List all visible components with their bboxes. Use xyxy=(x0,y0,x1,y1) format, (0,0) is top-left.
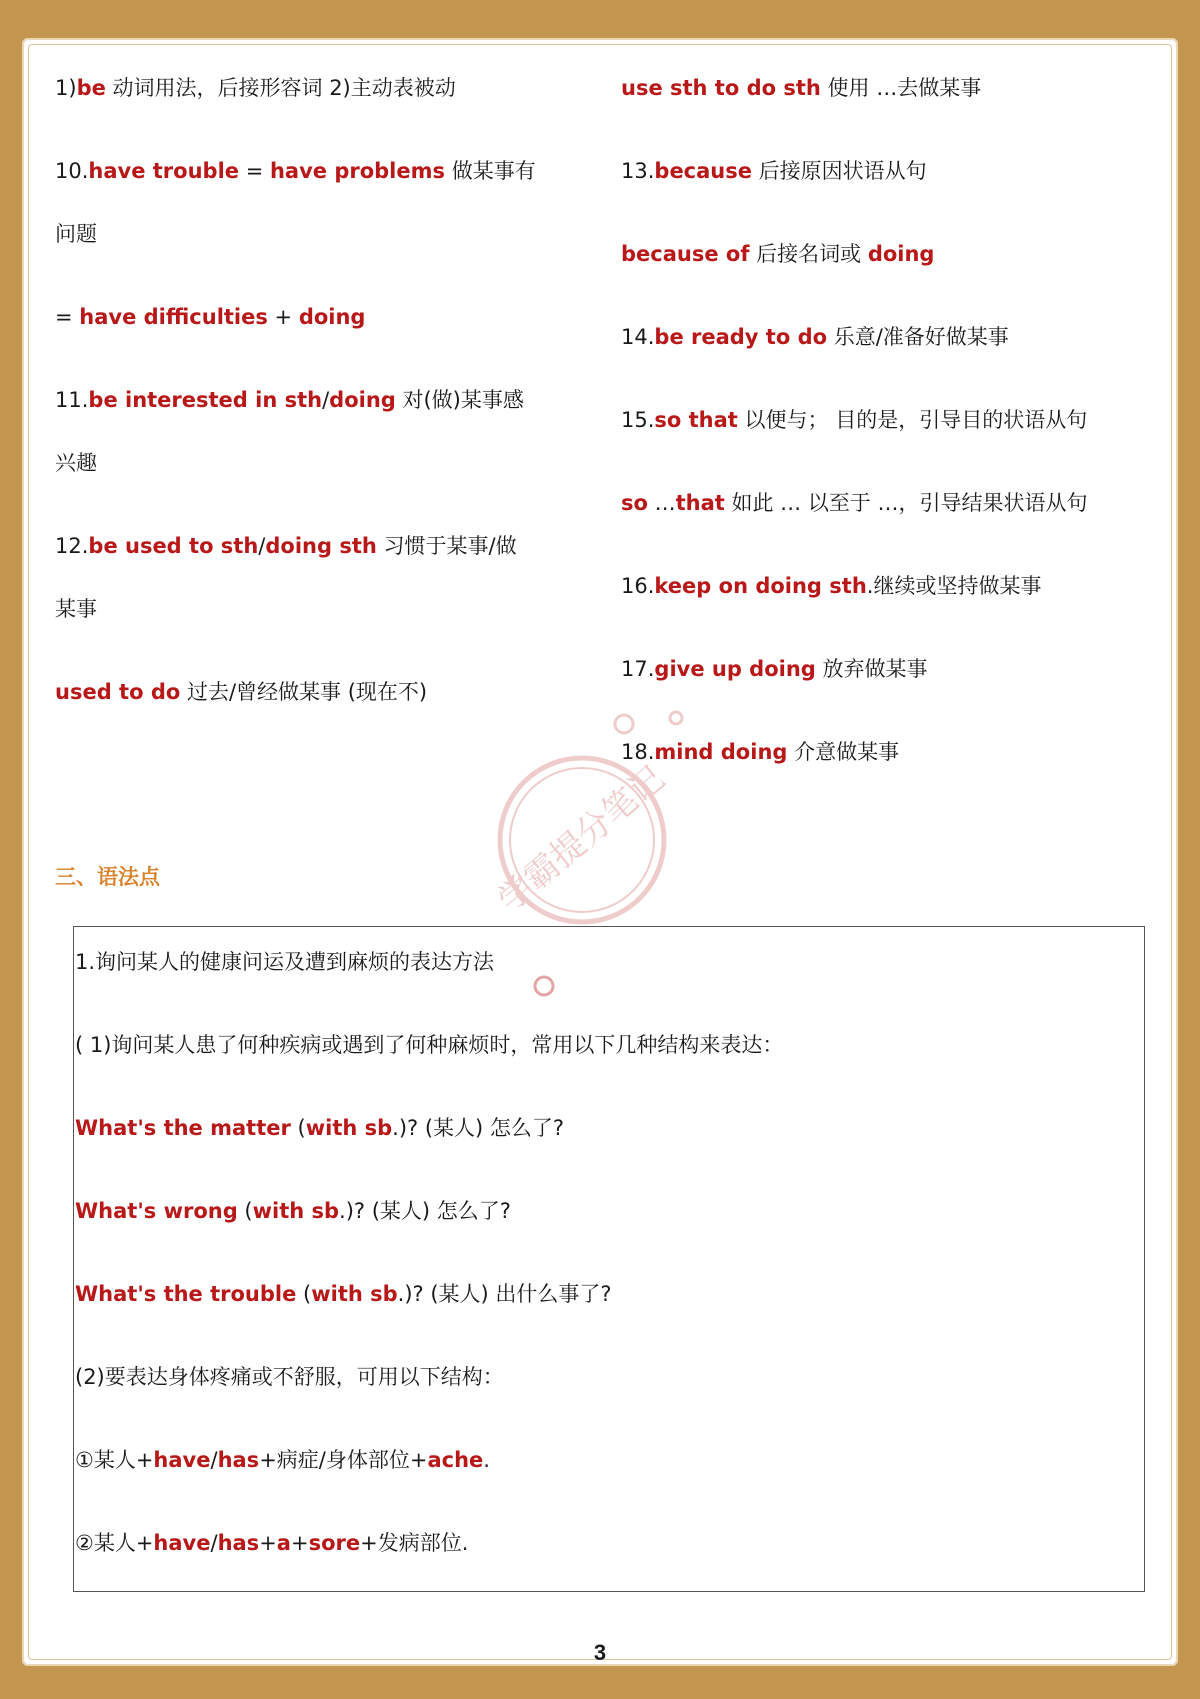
left-line-9: used to do 过去/曾经做某事 (现在不) xyxy=(55,680,428,704)
box-line-3: What's the matter (with sb.)? (某人) 怎么了? xyxy=(75,1116,565,1140)
watermark-text: 学霸提分笔记 xyxy=(490,758,673,921)
box-line-2: ( 1)询问某人患了何种疾病或遇到了何种麻烦时，常用以下几种结构来表达： xyxy=(75,1033,784,1057)
left-line-6: 兴趣 xyxy=(55,451,97,475)
box-line-8: ②某人+have/has+a+sore+发病部位. xyxy=(75,1531,469,1555)
right-line-1: use sth to do sth 使用 …去做某事 xyxy=(621,76,982,100)
box-line-1: 1.询问某人的健康问运及遭到麻烦的表达方法 xyxy=(75,950,495,974)
left-line-5: 11.be interested in sth/doing 对(做)某事感 xyxy=(55,388,524,412)
watermark-stamp xyxy=(462,690,702,950)
grammar-box xyxy=(73,926,1145,1592)
right-line-2: 13.because 后接原因状语从句 xyxy=(621,159,927,183)
page-number: 3 xyxy=(593,1640,607,1665)
left-line-3: 问题 xyxy=(55,222,97,246)
left-line-8: 某事 xyxy=(55,597,97,621)
left-line-2: 10.have trouble = have problems 做某事有 xyxy=(55,159,536,183)
left-line-7: 12.be used to sth/doing sth 习惯于某事/做 xyxy=(55,534,517,558)
right-line-5: 15.so that 以便与； 目的是，引导目的状语从句 xyxy=(621,408,1088,432)
left-line-4: = have difficulties + doing xyxy=(55,305,366,329)
right-line-8: 17.give up doing 放弃做某事 xyxy=(621,657,928,681)
right-line-9: 18.mind doing 介意做某事 xyxy=(621,740,900,764)
left-line-1: 1)be 动词用法，后接形容词 2)主动表被动 xyxy=(55,76,456,100)
right-line-4: 14.be ready to do 乐意/准备好做某事 xyxy=(621,325,1009,349)
section-heading: 三、语法点 xyxy=(55,865,160,889)
right-line-7: 16.keep on doing sth.继续或坚持做某事 xyxy=(621,574,1042,598)
box-line-6: (2)要表达身体疼痛或不舒服，可用以下结构： xyxy=(75,1365,504,1389)
right-line-6: so …that 如此 … 以至于 …，引导结果状语从句 xyxy=(621,491,1088,515)
right-line-3: because of 后接名词或 doing xyxy=(621,242,935,266)
box-line-4: What's wrong (with sb.)? (某人) 怎么了? xyxy=(75,1199,511,1223)
box-line-5: What's the trouble (with sb.)? (某人) 出什么事了? xyxy=(75,1282,612,1306)
box-line-7: ①某人+have/has+病症/身体部位+ache. xyxy=(75,1448,490,1472)
